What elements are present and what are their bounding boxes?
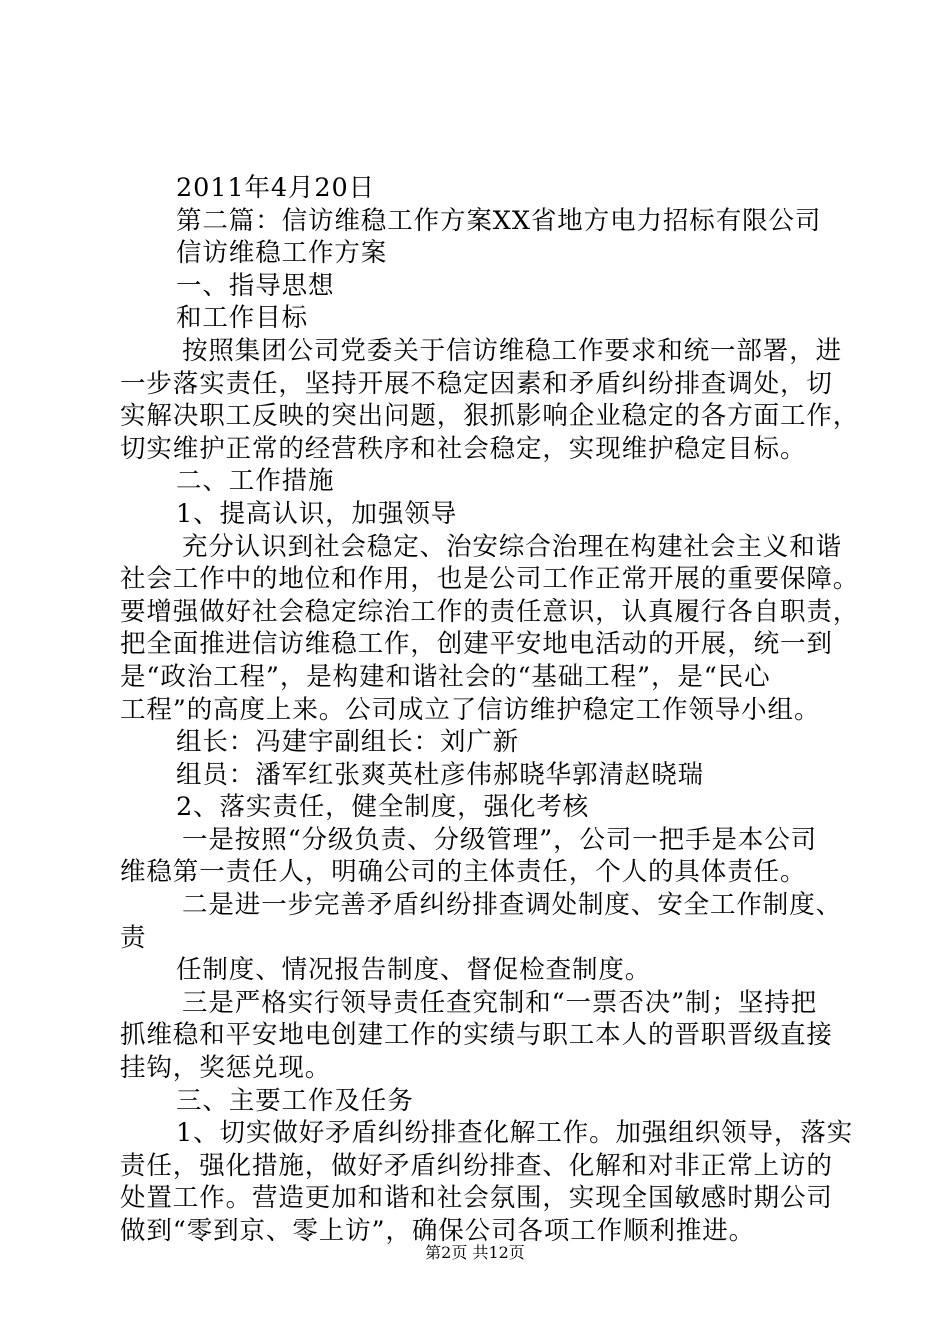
paragraph-line: 社会工作中的地位和作用，也是公司工作正常开展的重要保障。: [120, 564, 860, 595]
paragraph-line: 1、切实做好矛盾纠纷排查化解工作。加强组织领导，落实: [176, 1118, 854, 1149]
heading-line: 和工作目标: [176, 303, 309, 334]
paragraph-line: 要增强做好社会稳定综治工作的责任意识，认真履行各自职责，: [120, 596, 860, 627]
paragraph-line: 组员：潘军红张爽英杜彦伟郝晓华郭清赵晓瑞: [176, 759, 705, 790]
heading-line: 三、主要工作及任务: [176, 1085, 414, 1116]
paragraph-line: 一是按照“分级负责、分级管理”，公司一把手是本公司: [182, 824, 818, 855]
subheading-line: 2、落实责任，健全制度，强化考核: [176, 792, 590, 823]
paragraph-line: 做到“零到京、零上访”，确保公司各项工作顺利推进。: [120, 1216, 756, 1246]
date-line: 2011年4月20日: [176, 173, 376, 203]
paragraph-line: 一步落实责任，坚持开展不稳定因素和矛盾纠纷排查调处，切: [120, 368, 833, 399]
document-body: [120, 172, 860, 1248]
paragraph-line: 是“政治工程”，是构建和谐社会的“基础工程”，是“民心: [120, 661, 771, 692]
subheading-line: 1、提高认识，加强领导: [176, 498, 458, 529]
paragraph-line: 实解决职工反映的突出问题，狠抓影响企业稳定的各方面工作，: [120, 401, 860, 432]
paragraph-line: 三是严格实行领导责任查究制和“一票否决”制；坚持把: [182, 987, 818, 1018]
paragraph-line: 责任，强化措施，做好矛盾纠纷排查、化解和对非正常上访的: [120, 1150, 833, 1181]
paragraph-line: 切实维护正常的经营秩序和社会稳定，实现维护稳定目标。: [120, 433, 807, 464]
paragraph-line: 组长：冯建宇副组长：刘广新: [176, 727, 520, 758]
heading-line: 二、工作措施: [176, 466, 335, 497]
paragraph-line: 充分认识到社会稳定、治安综合治理在构建社会主义和谐: [182, 531, 843, 562]
paragraph-line: 工程”的高度上来。公司成立了信访维护稳定工作领导小组。: [120, 694, 821, 725]
paragraph-line: 抓维稳和平安地电创建工作的实绩与职工本人的晋职晋级直接: [120, 1020, 833, 1051]
paragraph-line: 维稳第一责任人，明确公司的主体责任，个人的具体责任。: [120, 857, 807, 888]
paragraph-line: 处置工作。营造更加和谐和社会氛围，实现全国敏感时期公司: [120, 1183, 833, 1214]
paragraph-line: 责: [120, 922, 147, 953]
page-number-footer: 第2页 共12页: [425, 1243, 525, 1262]
paragraph-line: 按照集团公司党委关于信访维稳工作要求和统一部署，进: [182, 335, 843, 366]
paragraph-line: 任制度、情况报告制度、督促检查制度。: [176, 955, 652, 986]
paragraph-line: 二是进一步完善矛盾纠纷排查调处制度、安全工作制度、: [182, 890, 843, 921]
paragraph-line: 把全面推进信访维稳工作，创建平安地电活动的开展，统一到: [120, 629, 833, 660]
heading-line: 一、指导思想: [176, 270, 335, 301]
section-title-line: 第二篇：信访维稳工作方案XX省地方电力招标有限公司: [176, 205, 822, 236]
section-title-line: 信访维稳工作方案: [176, 238, 388, 269]
paragraph-line: 挂钩，奖惩兑现。: [120, 1053, 332, 1084]
